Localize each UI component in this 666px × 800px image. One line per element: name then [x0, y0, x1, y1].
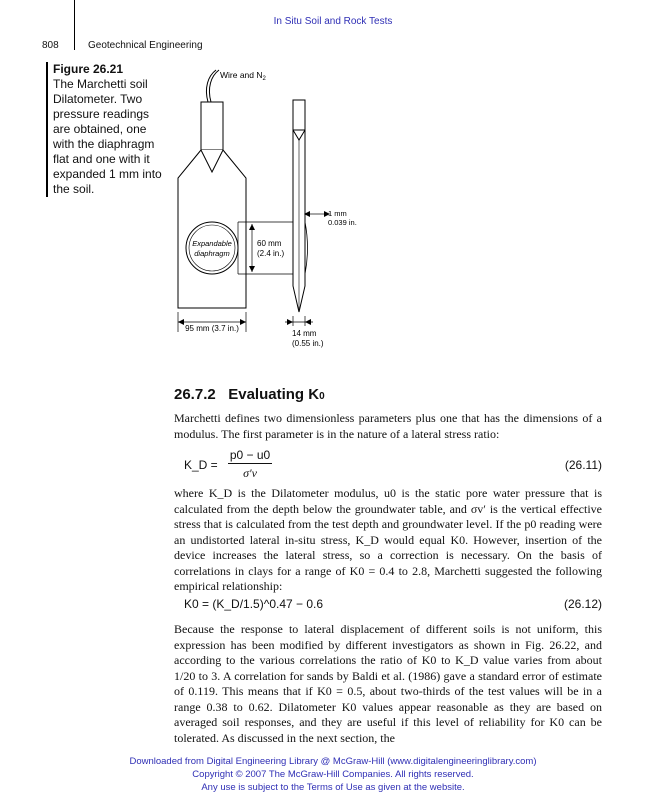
blade-handle	[201, 102, 223, 150]
footer-download-link[interactable]: Downloaded from Digital Engineering Library @ McGraw-Hill (www.digitalengineeringlibrary.com)	[129, 756, 537, 767]
page-number: 808	[42, 40, 59, 51]
footer-copyright: Copyright © 2007 The McGraw-Hill Companies. All rights reserved.	[192, 769, 474, 780]
equation-fraction	[228, 448, 272, 481]
diaphragm-label-2: diaphragm	[194, 249, 230, 258]
paragraph-2: where K_D is the Dilatometer modulus, u0 is the static pore water pressure that is calculated from the depth below the groundwater table, and σv′ is the vertical effective stress that is calculated from the test depth and groundwater level. If the p0 reading were an undistorted lateral in-situ stress, K_D would equal K0. However, insertion of the device increases the lateral stress, so a correction is necessary. On the basis of correlations in clays for a range of K0 = 0.4 to 2.8, Marchetti suggested the following empirical relationship:	[174, 486, 602, 593]
equation-numerator: p0 − u0	[229, 448, 271, 462]
section-number: 26.7.2	[174, 386, 216, 403]
equation-lhs: K_D =	[184, 458, 218, 472]
figure-title: Figure 26.21	[53, 62, 124, 76]
running-header: In Situ Soil and Rock Tests	[273, 16, 393, 27]
header-divider	[74, 0, 75, 50]
equation-26-11	[174, 448, 602, 480]
equation-number: (26.11)	[564, 458, 602, 472]
book-title: Geotechnical Engineering	[88, 40, 203, 51]
equation-number: (26.12)	[563, 597, 602, 611]
footer-terms-link[interactable]: Any use is subject to the Terms of Use as given at the website.	[201, 782, 465, 793]
equation-expression: K0 = (K_D/1.5)^0.47 − 0.6	[184, 597, 324, 611]
wire-label: Wire and $N_2$	[220, 70, 266, 82]
dilatometer-figure	[160, 60, 400, 360]
blade-side-top	[293, 100, 305, 130]
thickness-in-label: (0.55 in.)	[292, 339, 324, 348]
paragraph-1: Marchetti defines two dimensionless parameters plus one that has the dimensions of a modulus. The first parameter is in the nature of a lateral stress ratio:	[174, 411, 602, 441]
height-mm-label: 60 mm	[257, 239, 282, 248]
equation-denominator: σ′v	[243, 466, 257, 480]
paragraph-3: Because the response to lateral displacement of different soils is not uniform, this expression has been modified by different investigators as shown in Fig. 26.22, and according to the various correlations the ratio of K0 to K_D value varies from about 1/20 to 3. A correlation for sands by Baldi et al. (1986) gave a standard error of estimate of 0.119. This means that if K0 = 0.5, about two-thirds of the test values will be in a range 0.38 to 0.62. Dilatometer K0 values appear reasonable as they are based on averaged soil responses, and they are useful if this level of reliability for K0 can be tolerated. As discussed in the next section, the	[174, 622, 602, 745]
height-in-label: (2.4 in.)	[257, 249, 285, 258]
expansion-mm-label: 1 mm	[328, 209, 347, 218]
footer	[0, 755, 666, 794]
width-label: 95 mm (3.7 in.)	[185, 324, 239, 333]
expansion-in-label: 0.039 in.	[328, 218, 357, 227]
figure-caption	[46, 62, 169, 197]
expandable-diaphragm	[186, 222, 238, 274]
figure-caption-text: The Marchetti soil Dilatometer. Two pressure readings are obtained, one with the diaphragm flat and one with it expanded 1 mm into the soil.	[53, 77, 162, 196]
diaphragm-label-1: Expandable	[192, 239, 232, 248]
section-heading: 26.7.2 Evaluating K0	[174, 386, 325, 403]
equation-26-12	[174, 597, 602, 615]
thickness-mm-label: 14 mm	[292, 329, 317, 338]
section-title: Evaluating K	[228, 386, 320, 403]
